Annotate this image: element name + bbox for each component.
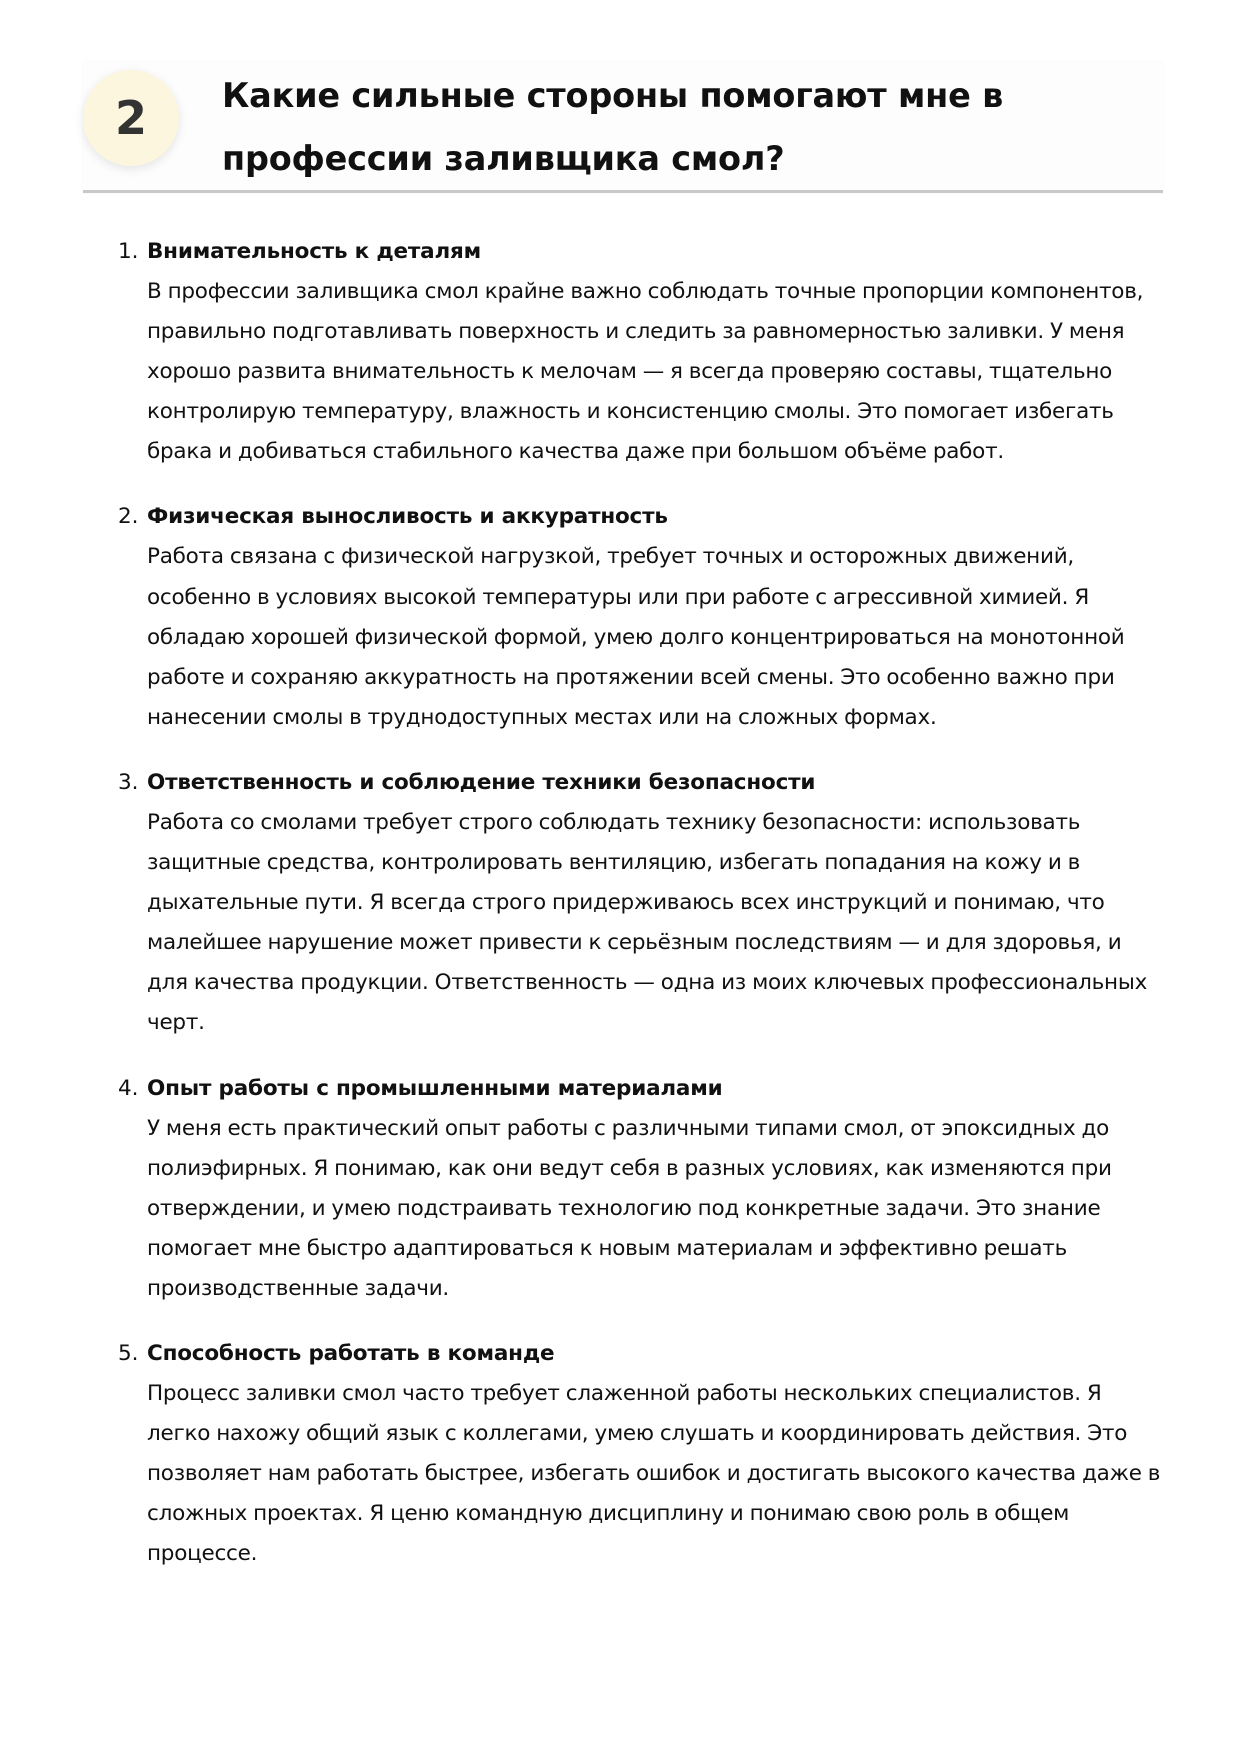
list-item — [118, 1069, 1168, 1309]
item-title: Ответственность и соблюдение техники безопасности — [147, 769, 816, 795]
item-number: 4. — [118, 1075, 139, 1101]
item-title: Внимательность к деталям — [147, 239, 482, 264]
item-text: Работа связана с физической нагрузкой, требует точных и осторожных движений, особенно в условиях высокой температуры или при работе с агрессивной химией. Я обладаю хорошей физической формой, умею долго концентрироваться на монотонной работе и сохраняю аккуратность на протяжении всей смены. Это особенно важно при нанесении смолы в труднодоступных местах или на сложных формах. — [147, 544, 1125, 730]
section-header — [83, 62, 1163, 193]
strengths-list — [118, 232, 1168, 1599]
item-number: 2. — [118, 504, 139, 530]
item-text: Работа со смолами требует строго соблюдать технику безопасности: использовать защитные средства, контролировать вентиляцию, избегать попадания на кожу и в дыхательные пути. Я всегда строго придерживаюсь всех инструкций и понимаю, что малейшее нарушение может привести к серьёзным последствиям — и для здоровья, и для качества продукции. Ответственность — одна из моих ключевых профессиональных черт. — [147, 809, 1148, 1036]
list-item — [118, 763, 1168, 1044]
item-number: 1. — [118, 239, 139, 264]
item-title: Опыт работы с промышленными материалами — [147, 1075, 723, 1101]
list-item — [118, 1334, 1168, 1574]
item-number: 5. — [118, 1340, 139, 1366]
item-title: Физическая выносливость и аккуратность — [147, 504, 668, 530]
item-number: 3. — [118, 769, 139, 795]
item-title: Способность работать в команде — [147, 1340, 555, 1366]
item-text: Процесс заливки смол часто требует слаженной работы нескольких специалистов. Я легко нахожу общий язык с коллегами, умею слушать и координировать действия. Это позволяет нам работать быстрее, избегать ошибок и достигать высокого качества даже в сложных проектах. Я ценю командную дисциплину и понимаю свою роль в общем процессе. — [147, 1380, 1161, 1567]
item-text: У меня есть практический опыт работы с различными типами смол, от эпоксидных до полиэфирных. Я понимаю, как они ведут себя в разных условиях, как изменяются при отверждении, и умею подстраивать технологию под конкретные задачи. Это знание помогает мне быстро адаптироваться к новым материалам и эффективно решать производственные задачи. — [147, 1115, 1112, 1301]
item-text: В профессии заливщика смол крайне важно соблюдать точные пропорции компонентов, правильно подготавливать поверхность и следить за равномерностью заливки. У меня хорошо развита внимательность к мелочам — я всегда проверяю составы, тщательно контролирую температуру, влажность и консистенцию смолы. Это помогает избегать брака и добиваться стабильного качества даже при большом объёме работ. — [147, 279, 1144, 465]
list-item — [118, 232, 1168, 472]
list-item — [118, 497, 1168, 737]
section-number-badge: 2 — [83, 70, 179, 166]
section-title: Какие сильные стороны помогают мне в профессии заливщика смол? — [222, 76, 1004, 178]
